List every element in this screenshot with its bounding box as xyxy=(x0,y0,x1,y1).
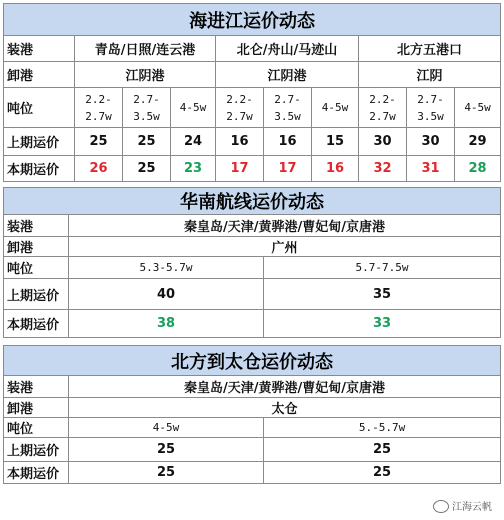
row-label-load-port: 装港 xyxy=(4,36,75,62)
last-freight-cell: 40 xyxy=(69,279,264,310)
current-freight-cell: 25 xyxy=(123,156,171,182)
current-freight-cell: 31 xyxy=(407,156,455,182)
tonnage-cell: 5.3-5.7w xyxy=(69,257,264,279)
tonnage-cell: 4-5w xyxy=(69,418,264,438)
north-to-taicang-freight-table xyxy=(3,345,501,484)
current-freight-cell: 26 xyxy=(75,156,123,182)
south-china-freight-table xyxy=(3,187,501,338)
unload-port-group-1: 江阴港 xyxy=(75,62,216,88)
load-port-group-1: 青岛/日照/连云港 xyxy=(75,36,216,62)
row-label-current-freight: 本期运价 xyxy=(4,462,69,484)
row-label-unload-port: 卸港 xyxy=(4,237,69,257)
last-freight-cell: 35 xyxy=(264,279,501,310)
last-freight-cell: 24 xyxy=(171,128,216,156)
table1-title: 海进江运价动态 xyxy=(4,4,501,36)
last-freight-cell: 25 xyxy=(75,128,123,156)
tonnage-cell: 5.7-7.5w xyxy=(264,257,501,279)
last-freight-cell: 16 xyxy=(264,128,312,156)
row-label-unload-port: 卸港 xyxy=(4,62,75,88)
current-freight-cell: 25 xyxy=(264,462,501,484)
row-label-tonnage: 吨位 xyxy=(4,418,69,438)
current-freight-cell: 33 xyxy=(264,310,501,338)
unload-port-group-3: 江阴 xyxy=(359,62,501,88)
load-port-group-2: 北仑/舟山/马迹山 xyxy=(216,36,359,62)
current-freight-cell: 23 xyxy=(171,156,216,182)
current-freight-cell: 25 xyxy=(69,462,264,484)
row-label-load-port: 装港 xyxy=(4,215,69,237)
row-label-last-freight: 上期运价 xyxy=(4,438,69,462)
tonnage-cell: 4-5w xyxy=(455,88,501,128)
row-label-unload-port: 卸港 xyxy=(4,398,69,418)
tonnage-cell: 2.2- 2.7w xyxy=(359,88,407,128)
tonnage-cell: 5.-5.7w xyxy=(264,418,501,438)
row-label-current-freight: 本期运价 xyxy=(4,156,75,182)
load-port: 秦皇岛/天津/黄骅港/曹妃甸/京唐港 xyxy=(69,215,501,237)
tonnage-cell: 2.7- 3.5w xyxy=(264,88,312,128)
last-freight-cell: 16 xyxy=(216,128,264,156)
table2-title: 华南航线运价动态 xyxy=(4,188,501,215)
row-label-tonnage: 吨位 xyxy=(4,257,69,279)
row-label-last-freight: 上期运价 xyxy=(4,279,69,310)
wechat-icon xyxy=(433,500,449,513)
tonnage-cell: 2.7- 3.5w xyxy=(407,88,455,128)
last-freight-cell: 25 xyxy=(123,128,171,156)
sea-to-river-freight-table xyxy=(3,3,501,182)
last-freight-cell: 25 xyxy=(264,438,501,462)
load-port: 秦皇岛/天津/黄骅港/曹妃甸/京唐港 xyxy=(69,376,501,398)
last-freight-cell: 29 xyxy=(455,128,501,156)
last-freight-cell: 25 xyxy=(69,438,264,462)
last-freight-cell: 30 xyxy=(359,128,407,156)
tonnage-cell: 4-5w xyxy=(171,88,216,128)
current-freight-cell: 28 xyxy=(455,156,501,182)
row-label-tonnage: 吨位 xyxy=(4,88,75,128)
tonnage-cell: 2.7- 3.5w xyxy=(123,88,171,128)
current-freight-cell: 32 xyxy=(359,156,407,182)
last-freight-cell: 30 xyxy=(407,128,455,156)
unload-port-group-2: 江阴港 xyxy=(216,62,359,88)
current-freight-cell: 16 xyxy=(312,156,359,182)
current-freight-cell: 17 xyxy=(264,156,312,182)
table3-title: 北方到太仓运价动态 xyxy=(4,346,501,376)
tonnage-cell: 4-5w xyxy=(312,88,359,128)
watermark-text: 江海云帆 xyxy=(452,501,492,513)
load-port-group-3: 北方五港口 xyxy=(359,36,501,62)
tonnage-cell: 2.2- 2.7w xyxy=(75,88,123,128)
last-freight-cell: 15 xyxy=(312,128,359,156)
current-freight-cell: 17 xyxy=(216,156,264,182)
watermark xyxy=(433,498,492,514)
row-label-current-freight: 本期运价 xyxy=(4,310,69,338)
unload-port: 广州 xyxy=(69,237,501,257)
tonnage-cell: 2.2- 2.7w xyxy=(216,88,264,128)
current-freight-cell: 38 xyxy=(69,310,264,338)
unload-port: 太仓 xyxy=(69,398,501,418)
row-label-last-freight: 上期运价 xyxy=(4,128,75,156)
row-label-load-port: 装港 xyxy=(4,376,69,398)
